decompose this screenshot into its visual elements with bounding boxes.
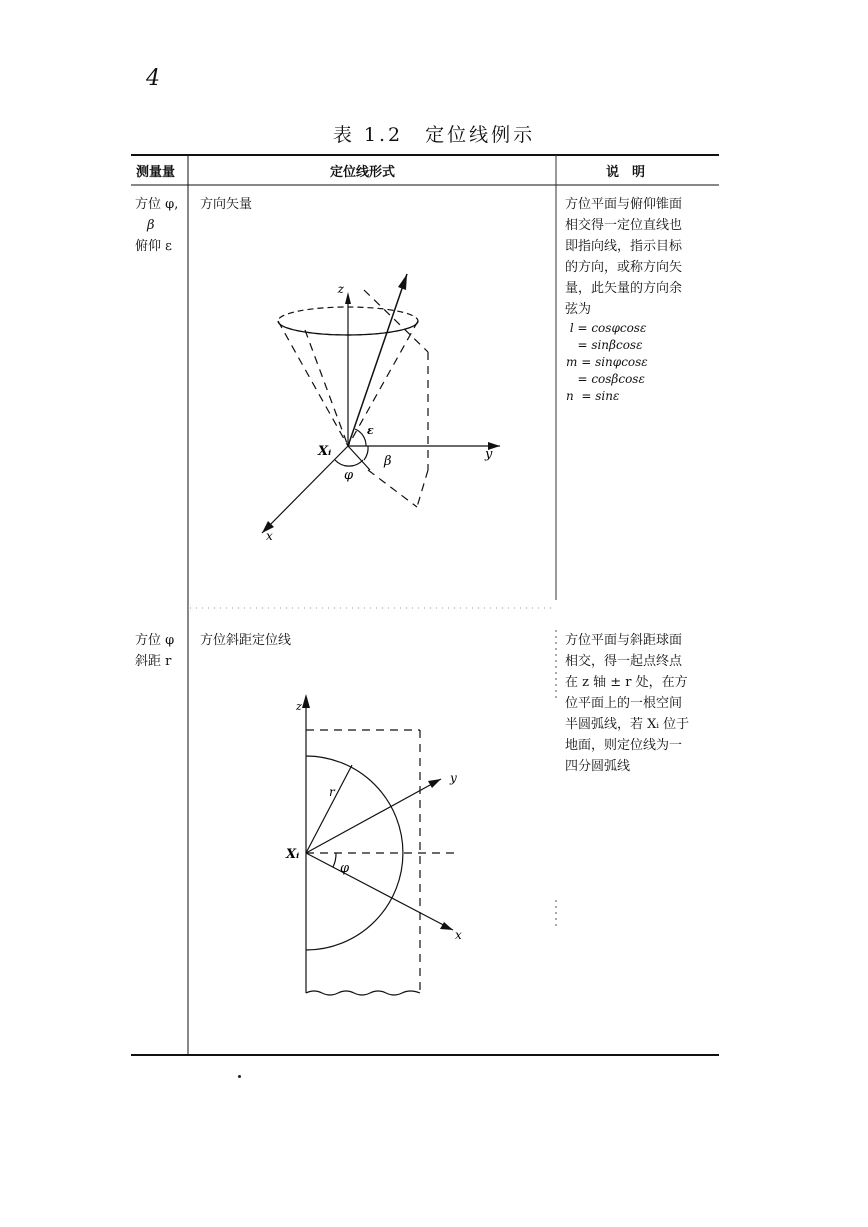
phi-label: φ [340,861,350,876]
row2-description-line: 半圆弧线，若 Xᵢ 位于 [565,717,690,732]
row2-description-line: 四分圆弧线 [565,759,631,774]
row1-description-line: 量，此矢量的方向余 [565,281,683,296]
header-quantity: 测量量 [136,165,176,180]
row1-quantity-line: 方位 φ, [135,197,179,212]
header-form: 定位线形式 [330,165,396,180]
formula-line: = cosβcosε [566,372,645,386]
epsilon-label: ε [367,424,374,437]
row1-quantity-line: β [147,218,155,233]
beta-label: β [384,454,392,469]
row2-form-title: 方位斜距定位线 [200,633,292,648]
row1-description-line: 弦为 [565,302,592,317]
row2-quantity-line: 斜距 r [135,654,172,669]
row2-quantity-line: 方位 φ [135,633,175,648]
row1-description-line: 相交得一定位直线也 [565,218,683,233]
row2-description-line: 相交，得一起点终点 [565,654,683,669]
x-axis-label: x [266,529,273,543]
z-axis-label: z [337,282,344,296]
formula-line: n = sinε [566,389,620,403]
z-axis-label: z [296,700,302,713]
y-axis-label: y [450,771,457,785]
phi-label: φ [344,468,354,483]
formula-line: m = sinφcosε [566,355,648,369]
origin-label: Xᵢ [286,847,300,862]
row2-description-line: 在 z 轴 ± r 处，在方 [565,675,688,690]
formula-line: = sinβcosε [566,338,643,352]
row2-description-line: 位平面上的一根空间 [565,696,683,711]
row2-description-line: 方位平面与斜距球面 [565,633,683,648]
header-description: 说 明 [606,165,646,180]
formula-line: l = cosφcosε [566,321,647,335]
r-label: r [329,785,335,799]
row1-form-title: 方向矢量 [200,197,253,212]
row1-description-line: 即指向线，指示目标 [565,239,683,254]
y-axis-label: y [485,447,493,462]
x-axis-label: x [455,928,462,942]
table-caption: 表 1.2 定位线例示 [332,124,536,146]
row1-quantity-line: 俯仰 ε [135,239,172,254]
row2-description-line: 地面，则定位线为一 [565,738,683,753]
row1-description-line: 方位平面与俯仰锥面 [565,197,683,212]
origin-label: Xᵢ [318,444,332,459]
row1-description-line: 的方向，或称方向矢 [565,260,683,275]
print-speck [238,1075,241,1078]
page-number: 4 [146,66,160,91]
